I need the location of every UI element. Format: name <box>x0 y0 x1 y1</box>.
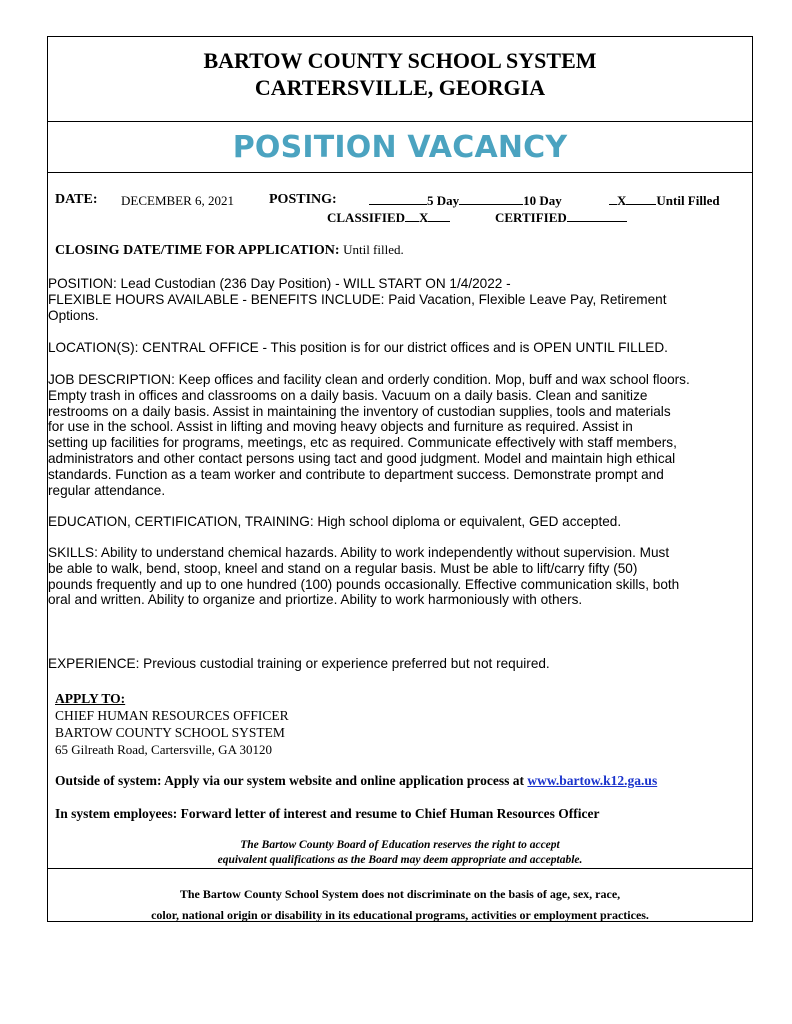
position-line-3: Options. <box>48 307 99 323</box>
closing-label: CLOSING DATE/TIME FOR APPLICATION: <box>55 243 340 258</box>
apply-heading: APPLY TO: <box>55 691 126 706</box>
posting-5day: 5 Day <box>427 193 460 208</box>
position-line-1: POSITION: Lead Custodian (236 Day Position) - WILL START ON 1/4/2022 - <box>48 276 511 291</box>
apply-outside-text: Outside of system: Apply via our system website and online application process at <box>55 773 525 788</box>
job-line: regular attendance. <box>48 482 166 498</box>
footer-line-2: color, national origin or disability in its educational programs, activities or employment practices. <box>151 908 649 922</box>
posting-10day: 10 Day <box>523 193 562 208</box>
skills-section <box>48 545 752 608</box>
date-label: DATE: <box>55 192 98 207</box>
education-section: EDUCATION, CERTIFICATION, TRAINING: High school diploma or equivalent, GED accepted. <box>48 514 622 529</box>
job-description <box>48 372 752 498</box>
closing-date <box>55 242 404 259</box>
posting-until-mark: X <box>617 193 627 208</box>
blank-5day <box>369 192 427 205</box>
header-divider <box>47 121 753 122</box>
apply-block <box>55 690 289 758</box>
date-row <box>55 192 98 208</box>
apply-line-1: CHIEF HUMAN RESOURCES OFFICER <box>55 708 289 723</box>
job-line: for use in the school. Assist in lifting and moving heavy objects and furniture as required. Assist in <box>48 419 633 435</box>
posting-until-label: Until Filled <box>656 193 720 208</box>
board-line-2: equivalent qualifications as the Board may deem appropriate and acceptable. <box>217 854 583 866</box>
job-line: Empty trash in offices and classrooms on a daily basis. Vacuum on a daily basis. Clean and sanitize <box>48 387 648 403</box>
classified-mark: X <box>419 210 429 225</box>
website-link[interactable]: www.bartow.k12.ga.us <box>527 773 658 788</box>
skills-line: oral and written. Ability to organize and priortize. Ability to work harmoniously with others. <box>48 592 583 608</box>
blank-10day <box>459 192 523 205</box>
job-line: JOB DESCRIPTION: Keep offices and facility clean and orderly condition. Mop, buff and wax school floors. <box>48 372 690 387</box>
footer-line-1: The Bartow County School System does not discriminate on the basis of age, sex, race, <box>179 887 621 901</box>
type-row <box>327 209 450 226</box>
classified-label: CLASSIFIED <box>327 210 406 225</box>
job-line: administrators and other contact persons using tact and good judgment. Model and maintain high ethical <box>48 450 676 466</box>
posting-label: POSTING: <box>269 192 337 207</box>
footer-divider <box>47 868 753 869</box>
apply-outside <box>55 773 657 789</box>
date-value: DECEMBER 6, 2021 <box>121 193 235 208</box>
blank-certified <box>567 209 627 222</box>
banner-divider <box>47 172 753 173</box>
job-line: standards. Function as a team worker and contribute to department success. Demonstrate prompt and <box>48 466 664 482</box>
skills-line: be able to walk, bend, stoop, kneel and stand on a regular basis. Must be able to lift/carry fifty (50) <box>48 560 638 576</box>
certified-row <box>495 209 627 226</box>
job-line: restrooms on a daily basis. Assist in maintaining the inventory of custodian supplies, tools and materials <box>48 403 671 419</box>
posting-until <box>609 192 720 209</box>
experience-section: EXPERIENCE: Previous custodial training or experience preferred but not required. <box>48 656 550 671</box>
board-line-1: The Bartow County Board of Education reserves the right to accept <box>240 839 560 851</box>
skills-line: pounds frequently and up to one hundred (100) pounds occasionally. Effective communication skills, both <box>48 576 680 592</box>
district-name: BARTOW COUNTY SCHOOL SYSTEM <box>203 48 597 73</box>
closing-value: Until filled. <box>343 242 404 257</box>
district-location: CARTERSVILLE, GEORGIA <box>254 75 546 100</box>
certified-label: CERTIFIED <box>495 210 567 225</box>
board-statement <box>47 838 753 868</box>
position-line-2: FLEXIBLE HOURS AVAILABLE - BENEFITS INCLUDE: Paid Vacation, Flexible Leave Pay, Retirement <box>48 291 667 307</box>
apply-line-2: BARTOW COUNTY SCHOOL SYSTEM <box>55 725 285 740</box>
posting-options <box>369 192 562 209</box>
nondiscrimination-footer <box>47 884 753 926</box>
skills-line: SKILLS: Ability to understand chemical hazards. Ability to work independently without supervision. Must <box>48 545 670 560</box>
location-section: LOCATION(S): CENTRAL OFFICE - This position is for our district offices and is OPEN UNTIL FILLED. <box>48 340 668 355</box>
apply-address: 65 Gilreath Road, Cartersville, GA 30120 <box>55 742 272 757</box>
apply-insystem: In system employees: Forward letter of interest and resume to Chief Human Resources Officer <box>55 806 600 821</box>
job-line: setting up facilities for programs, meetings, etc as required. Communicate effectively with staff members, <box>48 435 677 451</box>
position-section <box>48 276 752 323</box>
page-title: POSITION VACANCY <box>232 130 568 165</box>
